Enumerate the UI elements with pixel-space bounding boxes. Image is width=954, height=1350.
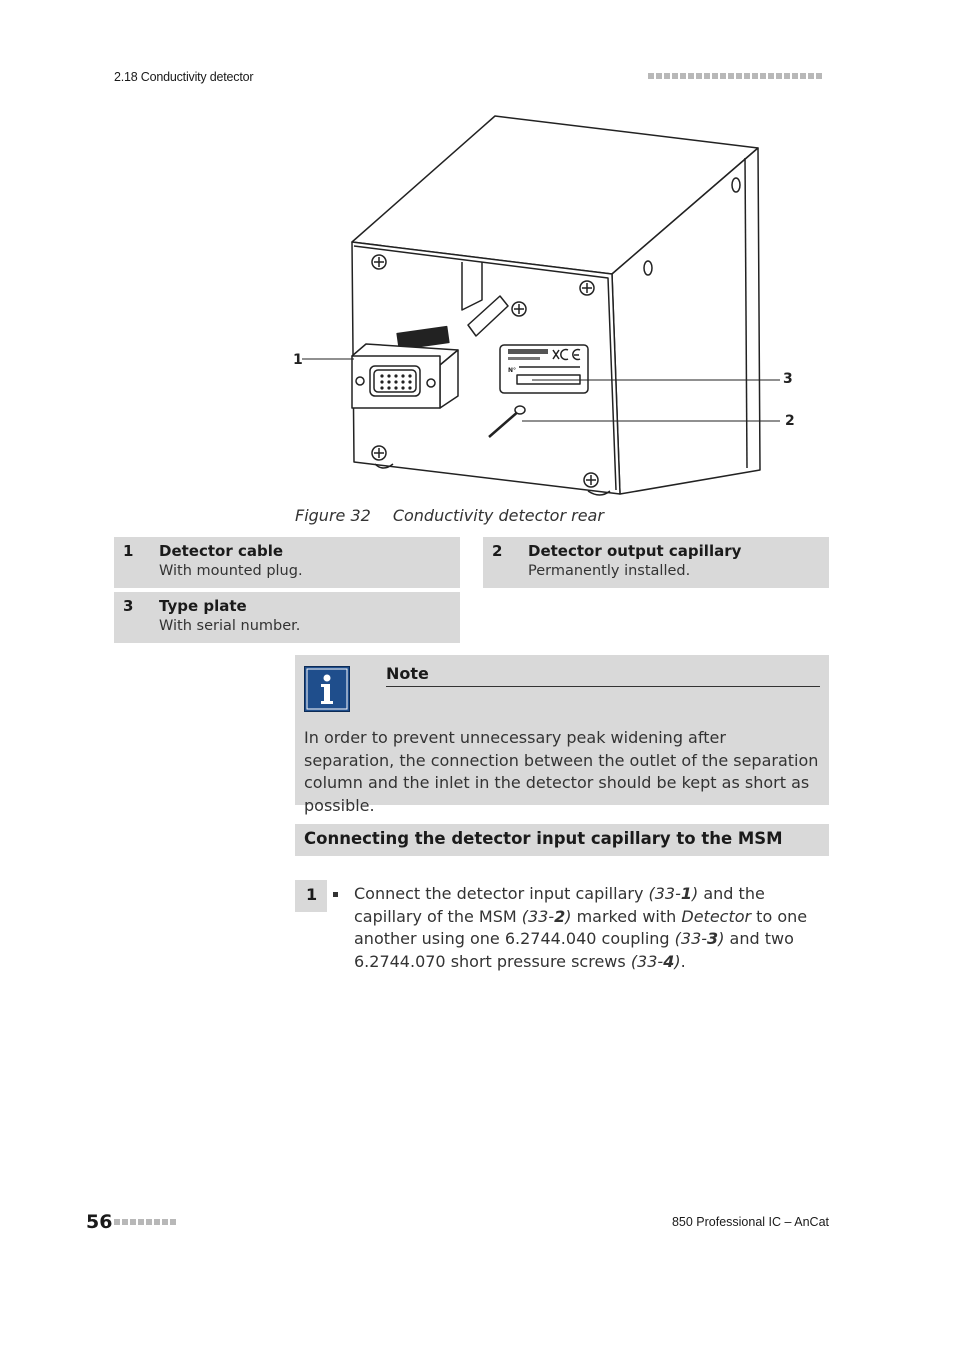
legend-item-3 bbox=[114, 592, 460, 643]
figure-number: Figure 32 bbox=[295, 506, 371, 525]
cable-plug bbox=[352, 344, 458, 408]
step-number-box bbox=[295, 880, 327, 912]
section-heading-text: Connecting the detector input capillary to the MSM bbox=[304, 829, 783, 848]
step-number: 1 bbox=[306, 885, 318, 904]
legend-description: With serial number. bbox=[159, 618, 301, 634]
note-box bbox=[295, 655, 829, 815]
legend-item-2 bbox=[483, 537, 829, 588]
footer-product: 850 Professional IC – AnCat bbox=[671, 1215, 829, 1229]
legend-description: Permanently installed. bbox=[528, 563, 691, 579]
legend-title: Detector output capillary bbox=[528, 542, 742, 560]
header-decoration bbox=[648, 73, 822, 79]
footer-decoration bbox=[114, 1219, 176, 1225]
step-instruction: Connect the detector input capillary (33-1) and the capillary of the MSM (33-2) marked with Detector to one another using one 6.2744.040 coupling (33-3) and two 6.2744.070 short pressure screws (33-4). bbox=[354, 884, 808, 971]
figure-title: Conductivity detector rear bbox=[392, 506, 604, 525]
type-plate-serial-label: N° bbox=[508, 367, 517, 374]
page-number: 56 bbox=[86, 1211, 113, 1233]
callout-1: 1 bbox=[293, 352, 303, 368]
legend-title: Detector cable bbox=[159, 542, 284, 560]
callout-2: 2 bbox=[785, 413, 795, 429]
legend-number: 3 bbox=[123, 597, 134, 615]
bullet-icon bbox=[333, 892, 338, 897]
note-text: In order to prevent unnecessary peak widening after separation, the connection between the outlet of the separation column and the inlet in the detector should be kept as short as possible. bbox=[304, 728, 819, 815]
legend-title: Type plate bbox=[159, 597, 247, 615]
info-icon bbox=[304, 666, 350, 712]
note-title: Note bbox=[386, 664, 429, 683]
section-heading bbox=[295, 824, 829, 856]
legend-item-1 bbox=[114, 537, 460, 588]
detector-illustration bbox=[290, 110, 810, 505]
note-divider bbox=[386, 686, 820, 687]
callout-3: 3 bbox=[783, 371, 793, 387]
running-header-section: 2.18 Conductivity detector bbox=[114, 70, 254, 84]
legend-number: 2 bbox=[492, 542, 503, 560]
figure-caption bbox=[295, 506, 604, 525]
legend-number: 1 bbox=[123, 542, 134, 560]
legend-description: With mounted plug. bbox=[159, 563, 303, 579]
detector-rear-figure bbox=[290, 110, 810, 505]
